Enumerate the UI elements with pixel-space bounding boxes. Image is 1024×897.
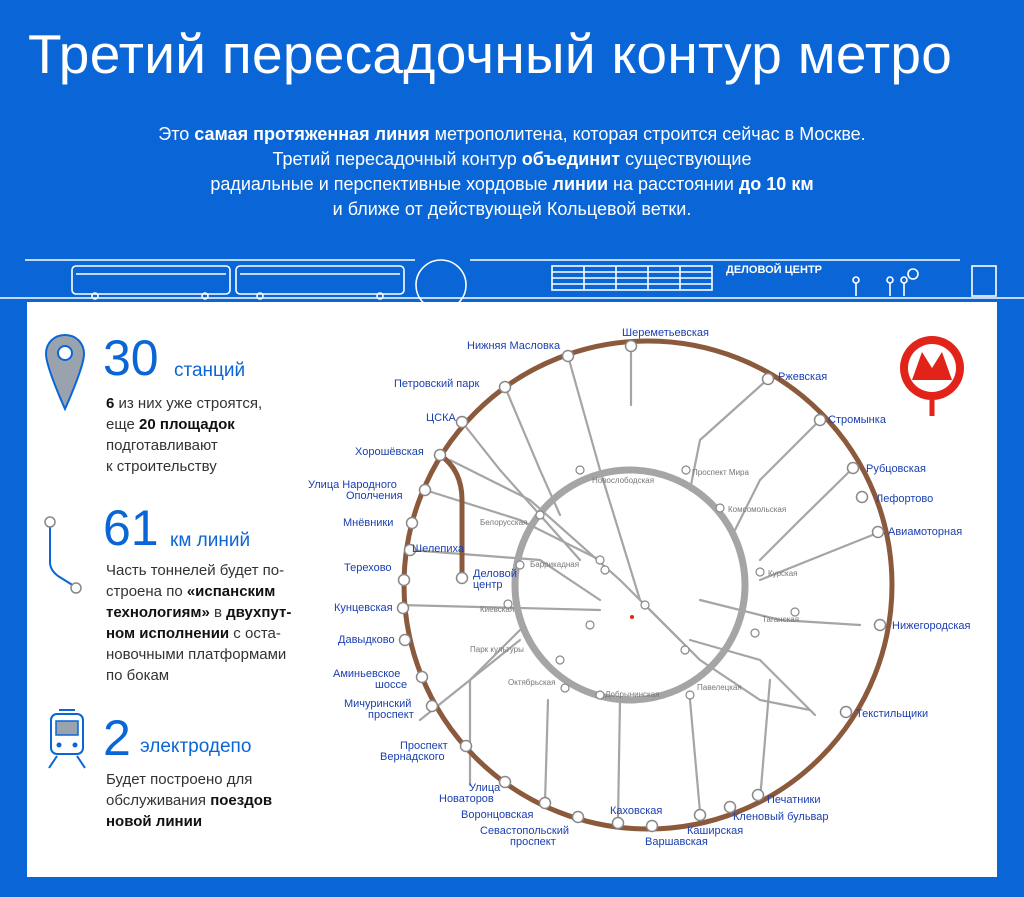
svg-text:Нижегородская: Нижегородская — [892, 620, 971, 632]
svg-text:Мичуринский: Мичуринский — [344, 698, 412, 710]
km-unit: км линий — [170, 530, 251, 551]
svg-text:Печатники: Печатники — [767, 794, 821, 806]
svg-text:шоссе: шоссе — [375, 679, 408, 691]
depot-count: 2 — [103, 710, 131, 766]
metro-map — [300, 315, 1000, 860]
train-icon — [72, 266, 404, 299]
svg-text:Курская: Курская — [768, 569, 798, 578]
train-front-icon — [45, 708, 89, 770]
location-pin-icon — [44, 333, 86, 411]
svg-text:Кленовый бульвар: Кленовый бульвар — [733, 811, 829, 823]
svg-text:Проспект: Проспект — [400, 740, 448, 752]
kremlin-star-icon — [630, 615, 634, 619]
svg-text:ЦСКА: ЦСКА — [426, 412, 456, 424]
svg-text:Стромынка: Стромынка — [828, 414, 886, 426]
svg-text:Варшавская: Варшавская — [645, 836, 708, 848]
svg-text:Петровский парк: Петровский парк — [394, 378, 480, 390]
svg-text:Баррикадная: Баррикадная — [530, 560, 580, 569]
koltsevaya-line — [515, 470, 745, 700]
svg-text:Киевская: Киевская — [480, 605, 515, 614]
svg-text:Шелепиха: Шелепиха — [412, 543, 464, 555]
decorative-strip — [0, 252, 1024, 302]
business-center-label: ДЕЛОВОЙ ЦЕНТР — [726, 264, 823, 276]
svg-text:Белорусская: Белорусская — [480, 518, 528, 527]
svg-text:Проспект Мира: Проспект Мира — [692, 468, 749, 477]
svg-text:Улица: Улица — [469, 782, 501, 794]
stations-unit: станций — [174, 360, 246, 381]
metro-logo-icon — [900, 336, 964, 416]
svg-text:центр: центр — [473, 579, 503, 591]
depot-unit: электродепо — [140, 736, 252, 757]
svg-text:Текстильщики: Текстильщики — [856, 708, 929, 720]
svg-text:Аминьевское: Аминьевское — [333, 668, 401, 680]
page-title: Третий пересадочный контур метро — [28, 23, 953, 85]
svg-text:Мнёвники: Мнёвники — [343, 517, 394, 529]
svg-text:Вернадского: Вернадского — [380, 751, 445, 763]
svg-text:Хорошёвская: Хорошёвская — [355, 446, 424, 458]
delovoy-branch — [440, 455, 462, 580]
route-line-icon — [40, 512, 85, 595]
svg-text:Парк культуры: Парк культуры — [470, 645, 524, 654]
svg-text:Павелецкая: Павелецкая — [697, 683, 742, 692]
svg-text:Октябрьская: Октябрьская — [508, 678, 556, 687]
people-icon — [853, 269, 918, 296]
svg-text:Рубцовская: Рубцовская — [866, 463, 926, 475]
stations-count: 30 — [103, 330, 159, 386]
svg-text:Воронцовская: Воронцовская — [461, 809, 534, 821]
svg-text:Каширская: Каширская — [687, 825, 744, 837]
intro-text: Это самая протяженная линия метрополитена, которая строится сейчас в Москве. Третий пересадочный контур объединит существующие радиальные и перспективные хордовые линии на расстоянии до 10 км и ближе от действующей Кольцевой ветки. — [158, 124, 866, 219]
tunnel-icon — [416, 260, 466, 302]
svg-text:Улица Народного: Улица Народного — [308, 479, 397, 491]
depot-description: Будет построено для обслуживания поездов новой линии — [106, 771, 273, 830]
svg-text:Новаторов: Новаторов — [439, 793, 494, 805]
km-count: 61 — [103, 500, 159, 556]
km-description: Часть тоннелей будет по- строена по «испанским технологиям» в двухпут- ном исполнении с оста- новочными платформами по бокам — [106, 562, 292, 684]
svg-text:Каховская: Каховская — [610, 805, 663, 817]
svg-text:Лефортово: Лефортово — [876, 493, 934, 505]
svg-text:Добрынинская: Добрынинская — [605, 690, 660, 699]
svg-text:Терехово: Терехово — [344, 562, 392, 574]
stations-description: 6 из них уже строятся, еще 20 площадок подготавливают к строительству — [106, 395, 263, 475]
svg-text:Новослободская: Новослободская — [592, 476, 655, 485]
svg-text:Деловой: Деловой — [473, 568, 517, 580]
svg-text:Ополчения: Ополчения — [346, 490, 403, 502]
svg-text:проспект: проспект — [368, 709, 414, 721]
svg-text:проспект: проспект — [510, 836, 556, 848]
svg-text:Севастопольский: Севастопольский — [480, 825, 570, 837]
svg-text:Давыдково: Давыдково — [338, 634, 395, 646]
svg-text:Нижняя Масловка: Нижняя Масловка — [467, 340, 561, 352]
svg-text:Кунцевская: Кунцевская — [334, 602, 393, 614]
business-center-icon — [552, 266, 712, 290]
svg-text:Таганская: Таганская — [762, 615, 800, 624]
door-icon — [972, 266, 996, 296]
svg-text:Шереметьевская: Шереметьевская — [622, 327, 709, 339]
svg-text:Ржевская: Ржевская — [778, 371, 828, 383]
svg-text:Комсомольская: Комсомольская — [728, 505, 787, 514]
svg-text:Авиамоторная: Авиамоторная — [888, 526, 963, 538]
